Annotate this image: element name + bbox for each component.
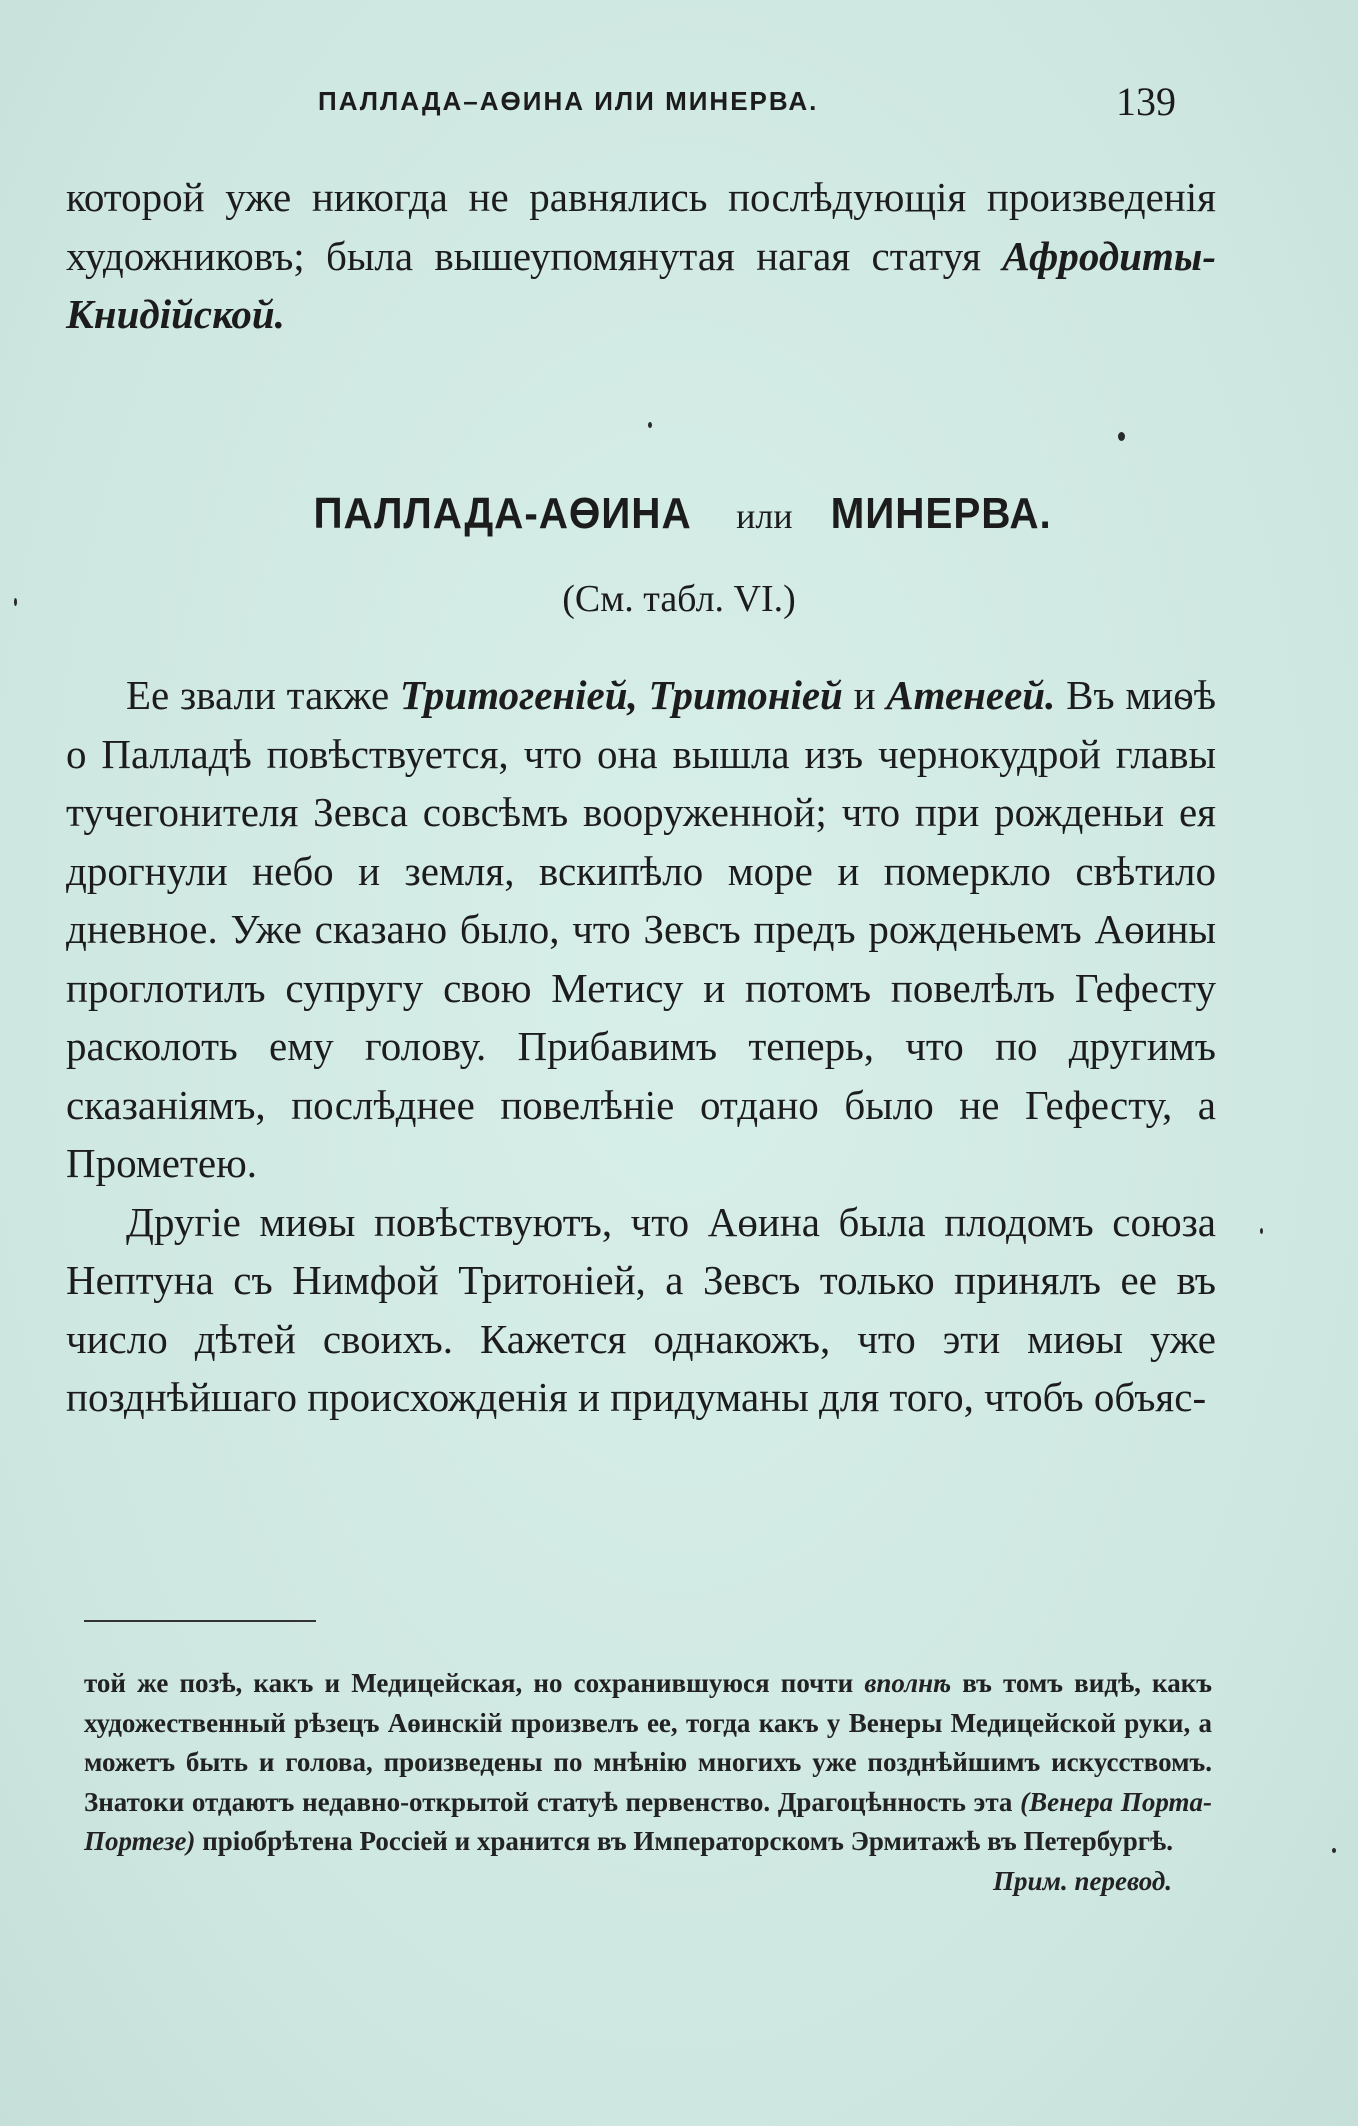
p1-name-tritogenia: Тритогеніей, [399, 672, 638, 718]
paragraph-2: Другіе миѳы повѣствуютъ, что Аөина была плодомъ союза Нептуна съ Нимфой Тритоніей, а Зевсъ только принялъ ее въ число дѣтей своихъ. Кажется однакожъ, что эти миѳы уже позднѣйшаго происхожденія и придуманы для того, чтобъ объяс- [66, 1198, 1216, 1420]
page-number: 139 [1116, 79, 1176, 124]
print-speck [648, 422, 652, 428]
footnote-text-2: въ томъ видѣ, какъ художественный рѣзецъ Аөинскій произвелъ ее, тогда какъ у Венеры Медицейской руки, а можетъ быть и голова, произведены по мнѣнію многихъ уже позднѣйшимъ искусствомъ. Знатоки отдаютъ недавно-открытой статуѣ первенство. Драгоцѣнность эта [84, 1668, 1212, 1817]
p1-conjunction: и [842, 672, 887, 718]
p1-name-ateneia: Атенеей. [886, 672, 1056, 718]
p1-name-tritonia: Тритоніей [648, 672, 843, 718]
table-reference: (См. табл. VI.) [562, 578, 796, 620]
footnote-emphasis-2: (Венера Порта-Портезе) [84, 1786, 1212, 1856]
running-title: ПАЛЛАДА–АӨИНА ИЛИ МИНЕРВА. [318, 86, 819, 116]
opening-italic-tail: Афродиты-Книдійской. [66, 232, 1216, 337]
paragraph-1 [66, 666, 1216, 1193]
p1-rest: Въ миѳѣ о Палладѣ повѣствуется, что она вышла изъ чернокудрой главы тучегонителя Зевса совсѣмъ вооруженной; что при рожденьи ея дрогнули небо и земля, вскипѣло море и померкло свѣтило дневное. Уже сказано было, что Зевсъ предъ рожденьемъ Аөины проглотилъ супругу свою Метису и потомъ повелѣлъ Гефесту расколоть ему голову. Прибавимъ теперь, что по другимъ сказаніямъ, послѣднее повелѣніе отдано было не Гефесту, а Прометею. [66, 672, 1216, 1186]
p1-intro: Ее звали также [126, 672, 400, 718]
print-speck [1260, 1228, 1263, 1234]
print-speck [1118, 432, 1125, 441]
print-speck [14, 598, 17, 606]
opening-text: которой уже никогда не равнялись послѣдующія произведенія художниковъ; была вышеупомянутая нагая статуя [66, 174, 1216, 279]
print-speck [1332, 1848, 1336, 1853]
footnote-emphasis: вполнѣ [864, 1668, 952, 1698]
footnote-text-3: пріобрѣтена Россіей и хранится въ Императорскомъ Эрмитажѣ въ Петербургѣ. [195, 1826, 1173, 1856]
main-text [66, 666, 1216, 1427]
footnote [84, 1664, 1212, 1901]
footnote-credit: Прим. перевод. [993, 1865, 1172, 1896]
running-header [0, 78, 1358, 128]
heading-minerva: МИНЕРВА. [830, 489, 1052, 538]
heading-pallada: ПАЛЛАДА-АӨИНА [313, 489, 692, 538]
opening-paragraph [66, 168, 1216, 344]
footnote-rule [84, 1620, 316, 1622]
footnote-text-1: той же позѣ, какъ и Медицейская, но сохранившуюся почти [84, 1668, 865, 1698]
heading-conjunction: или [736, 496, 793, 536]
section-heading [0, 488, 1358, 539]
